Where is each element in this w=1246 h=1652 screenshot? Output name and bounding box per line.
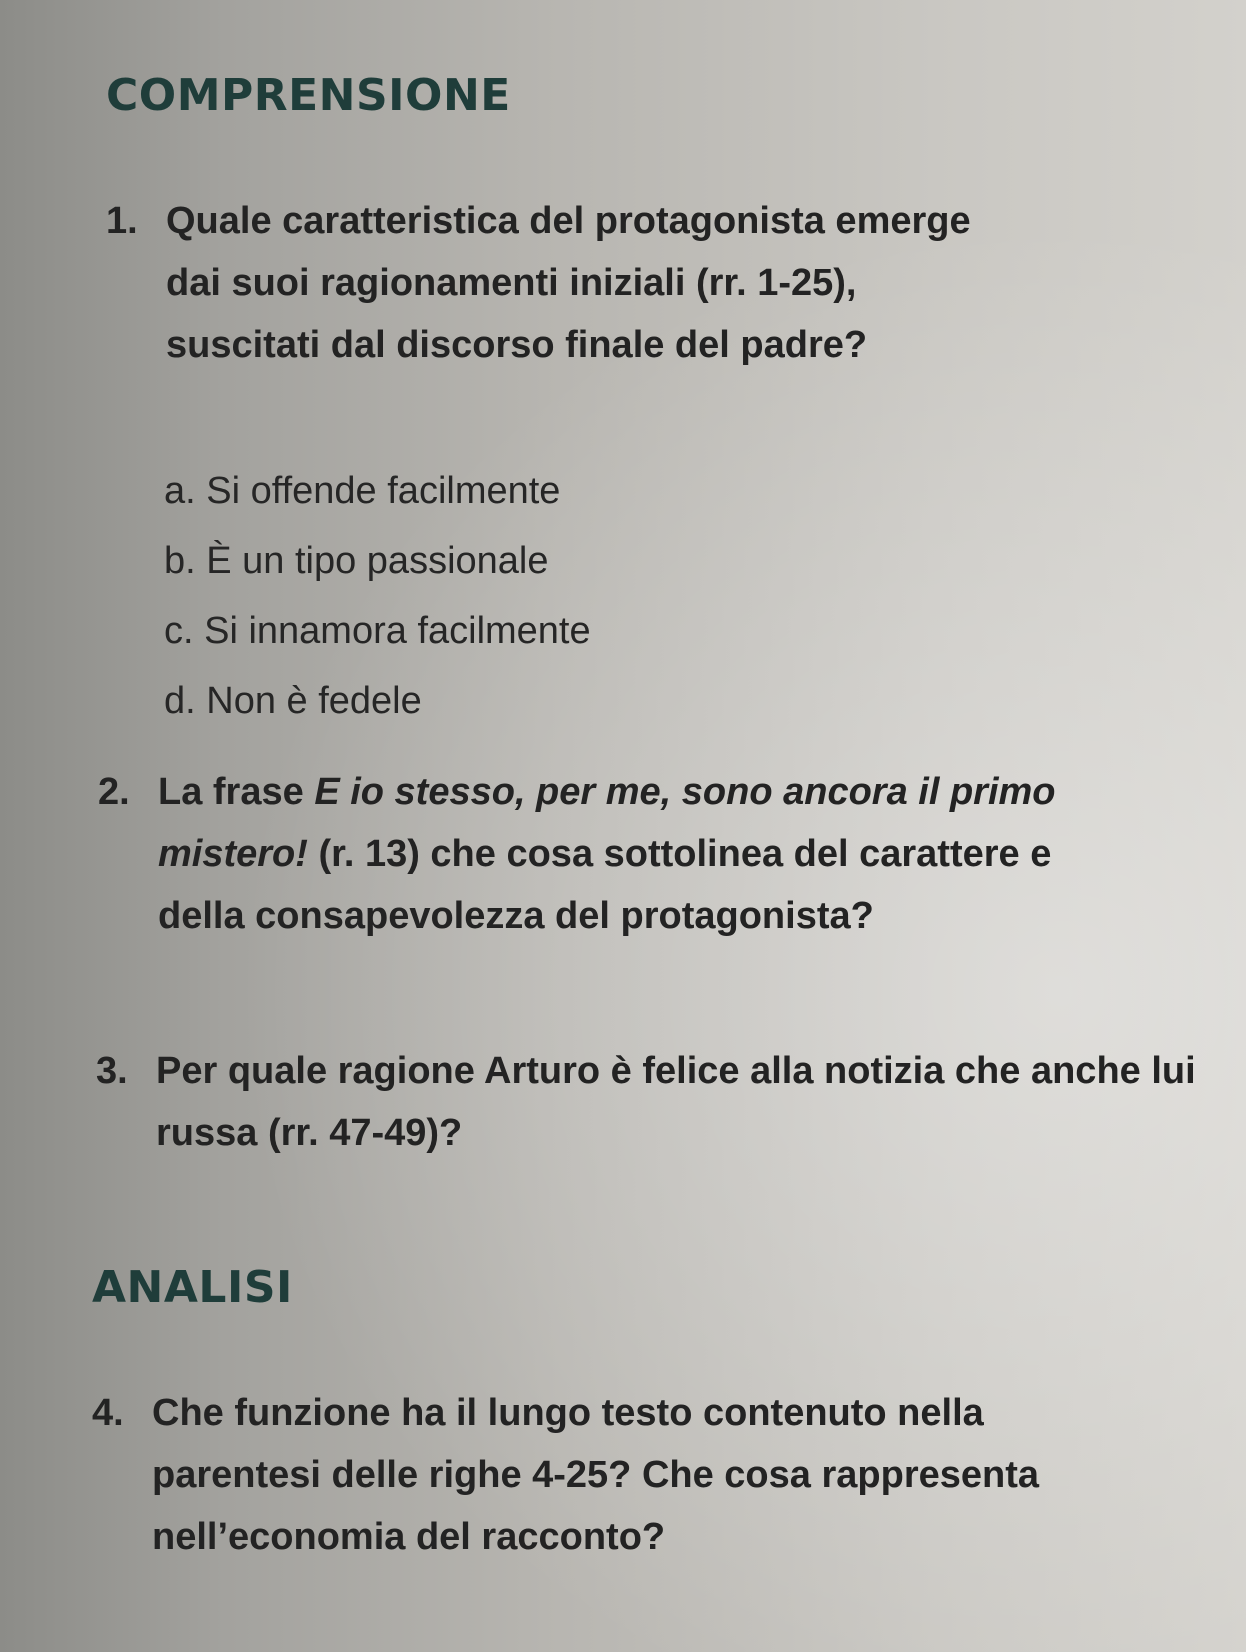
section-heading-comprensione: COMPRENSIONE: [106, 70, 511, 121]
question-text: Per quale ragione Arturo è felice alla notizia che anche lui russa (rr. 47-49)?: [156, 1050, 1196, 1154]
question-prefix: La frase: [158, 771, 304, 813]
question-1: [106, 190, 1006, 376]
option-b[interactable]: b. È un tipo passionale: [164, 540, 549, 582]
question-number: 2.: [98, 771, 130, 813]
question-4: [92, 1382, 1152, 1568]
question-text: Quale caratteristica del protagonista emerge dai suoi ragionamenti iniziali (rr. 1-25), suscitati dal discorso finale del padre?: [166, 200, 971, 366]
question-number: 4.: [92, 1392, 124, 1434]
question-text: [158, 761, 1138, 947]
question-2: [98, 761, 1138, 947]
question-number: 1.: [106, 200, 138, 242]
option-d[interactable]: d. Non è fedele: [164, 680, 422, 722]
question-3: [96, 1040, 1196, 1164]
option-a[interactable]: a. Si offende facilmente: [164, 470, 561, 512]
quoted-phrase: E io stesso, per me, sono ancora il primo mistero!: [158, 771, 1056, 875]
answer-options: [164, 456, 591, 736]
question-suffix: (r. 13) che cosa sottolinea del carattere e della consapevolezza del protagonista?: [158, 833, 1052, 937]
question-number: 3.: [96, 1050, 128, 1092]
section-heading-analisi: ANALISI: [92, 1262, 293, 1313]
option-c[interactable]: c. Si innamora facilmente: [164, 610, 591, 652]
question-text: Che funzione ha il lungo testo contenuto nella parentesi delle righe 4-25? Che cosa rappresenta nell’economia del racconto?: [152, 1392, 1040, 1558]
